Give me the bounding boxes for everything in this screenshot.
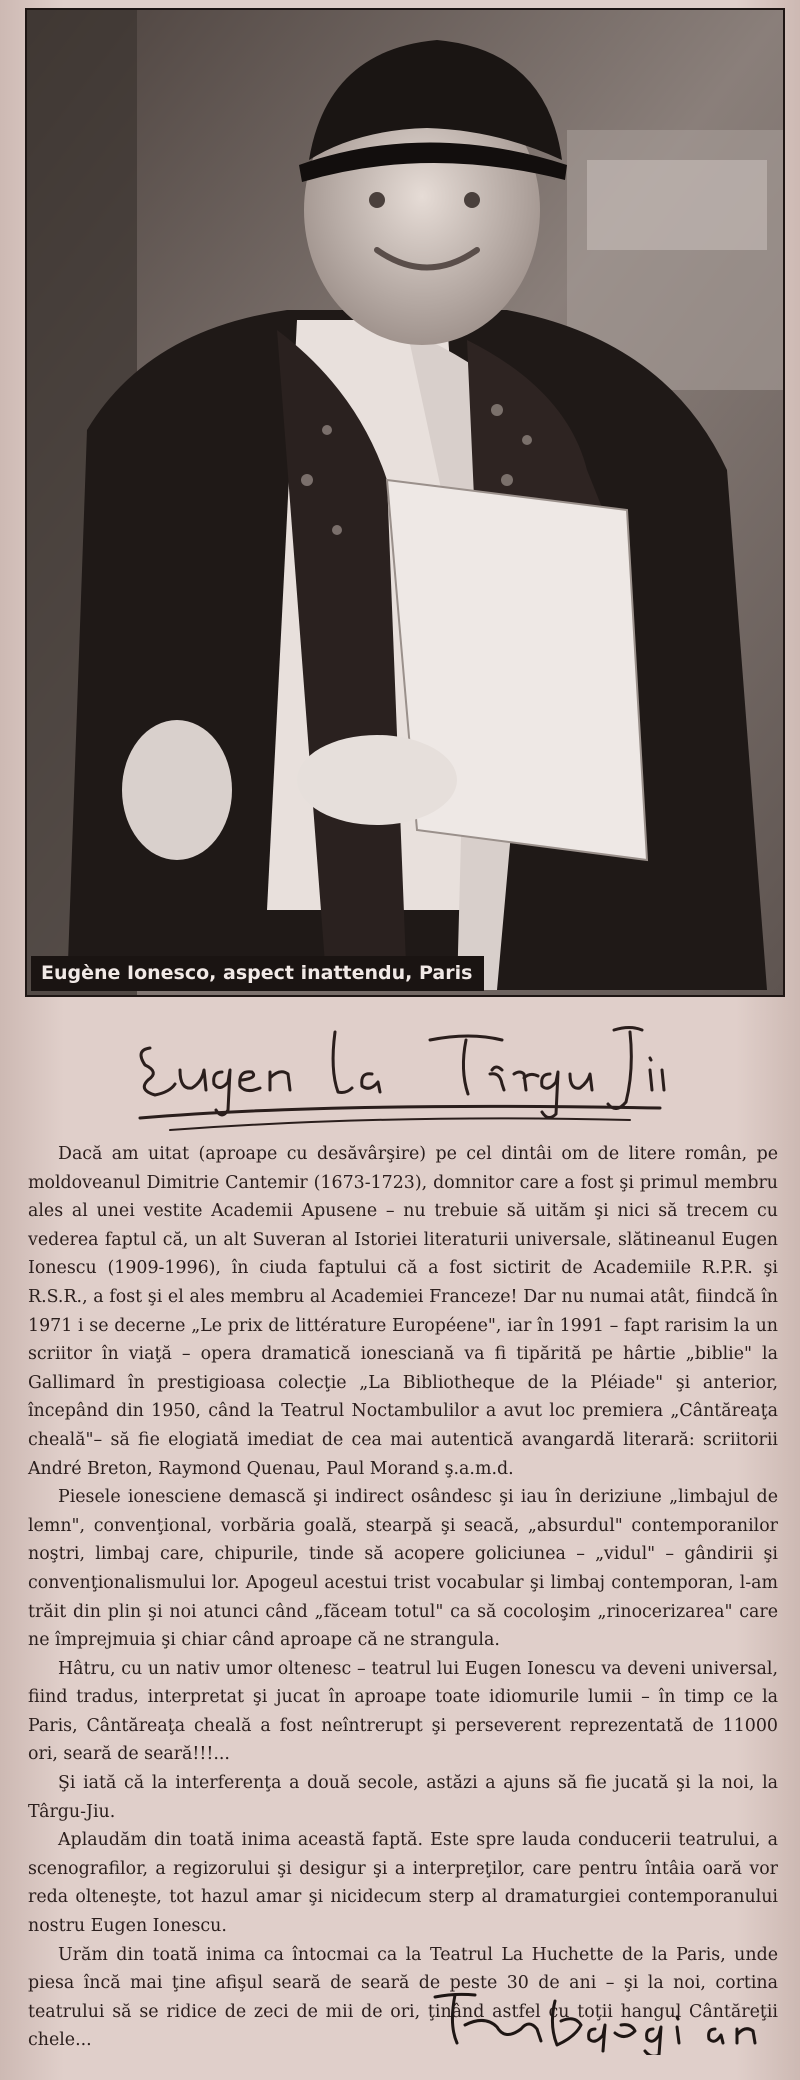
article-paragraph: Hâtru, cu un nativ umor oltenesc – teatrul lui Eugen Ionescu va deveni universal, fiind tradus, interpretat şi jucat în aproape toate idiomurile lumii – în timp ce la Paris, Cântăreaţa cheală a fost neîntrerupt şi perseverent reprezentată de 11000 ori, seară de seară!!!... [28, 1658, 778, 1765]
signature-drawing [425, 1985, 795, 2055]
author-signature [425, 1985, 795, 2055]
article-paragraph: Aplaudăm din toată inima această faptă. Este spre lauda conducerii teatrului, a scenografilor, a regizorului şi desigur şi a interpreţilor, care pentru întâia oară vor reda olteneşte, tot hazul amar şi nicidecum sterp al dramaturgiei contemporanului nostru Eugen Ionescu. [28, 1830, 778, 1937]
article-paragraph: Urăm din toată inima ca întocmai ca la Teatrul La Huchette de la Paris, unde piesa încă mai ţine afişul seară de seară de peste 30 de ani – şi la noi, cortina teatrului să se ridice de zeci de mii de ori, ţinând astfel cu toţii hangul Cântăreţii chele... [28, 1944, 778, 2051]
photo-caption: Eugène Ionesco, aspect inattendu, Paris [31, 956, 484, 991]
portrait-photo [25, 8, 785, 997]
article-paragraph: Şi iată că la interferenţa a două secole, astăzi a ajuns să fie jucată şi la noi, la Târgu-Jiu. [28, 1773, 778, 1822]
article-paragraph: Dacă am uitat (aproape cu desăvârşire) pe cel dintâi om de litere român, pe moldoveanul Dimitrie Cantemir (1673-1723), domnitor care a fost şi primul membru ales al unei vestite Academii Apusene – nu trebuie să uităm şi nici să trecem cu vederea faptul că, un alt Suveran al Istoriei literaturii universale, slătineanul Eugen Ionescu (1909-1996), în ciuda faptului că a fost sictirit de Academiile R.P.R. şi R.S.R., a fost şi el ales membru al Academiei Franceze! Dar nu numai atât, fiindcă în 1971 i se decerne „Le prix de littérature Européene", iar în 1991 – fapt rarisim la un scriitor în viaţă – opera dramatică ionesciană va fi tipărită pe hârtie „biblie" la Gallimard în prestigioasa colecţie „La Bibliotheque de la Pléiade" şi anterior, începând din 1950, când la Teatrul Noctambulilor a avut loc premiera „Cântăreaţa cheală"– să fie elogiată imediat de cea mai autentică avangardă literară: scriitorii André Breton, Raymond Quenau, Paul Morand ş.a.m.d. [28, 1144, 778, 1479]
handwritten-title-drawing [130, 1010, 670, 1140]
handwritten-title [130, 1010, 670, 1140]
article-paragraph: Piesele ionesciene demască şi indirect osândesc şi iau în deriziune „limbajul de lemn", convenţional, vorbăria goală, stearpă şi seacă, „absurdul" contemporanilor noştri, limbaj care, chipurile, tinde să acopere goliciunea – „vidul" – gândirii şi convenţionalismului lor. Apogeul acestui trist vocabular şi limbaj contemporan, l-am trăit din plin şi noi atunci când „făceam totul" ca să cocoloşim „rinocerizarea" care ne împrejmuia şi chiar când aproape că ne strangula. [28, 1487, 778, 1651]
portrait-illustration [27, 10, 783, 995]
article-body [28, 1140, 778, 2055]
